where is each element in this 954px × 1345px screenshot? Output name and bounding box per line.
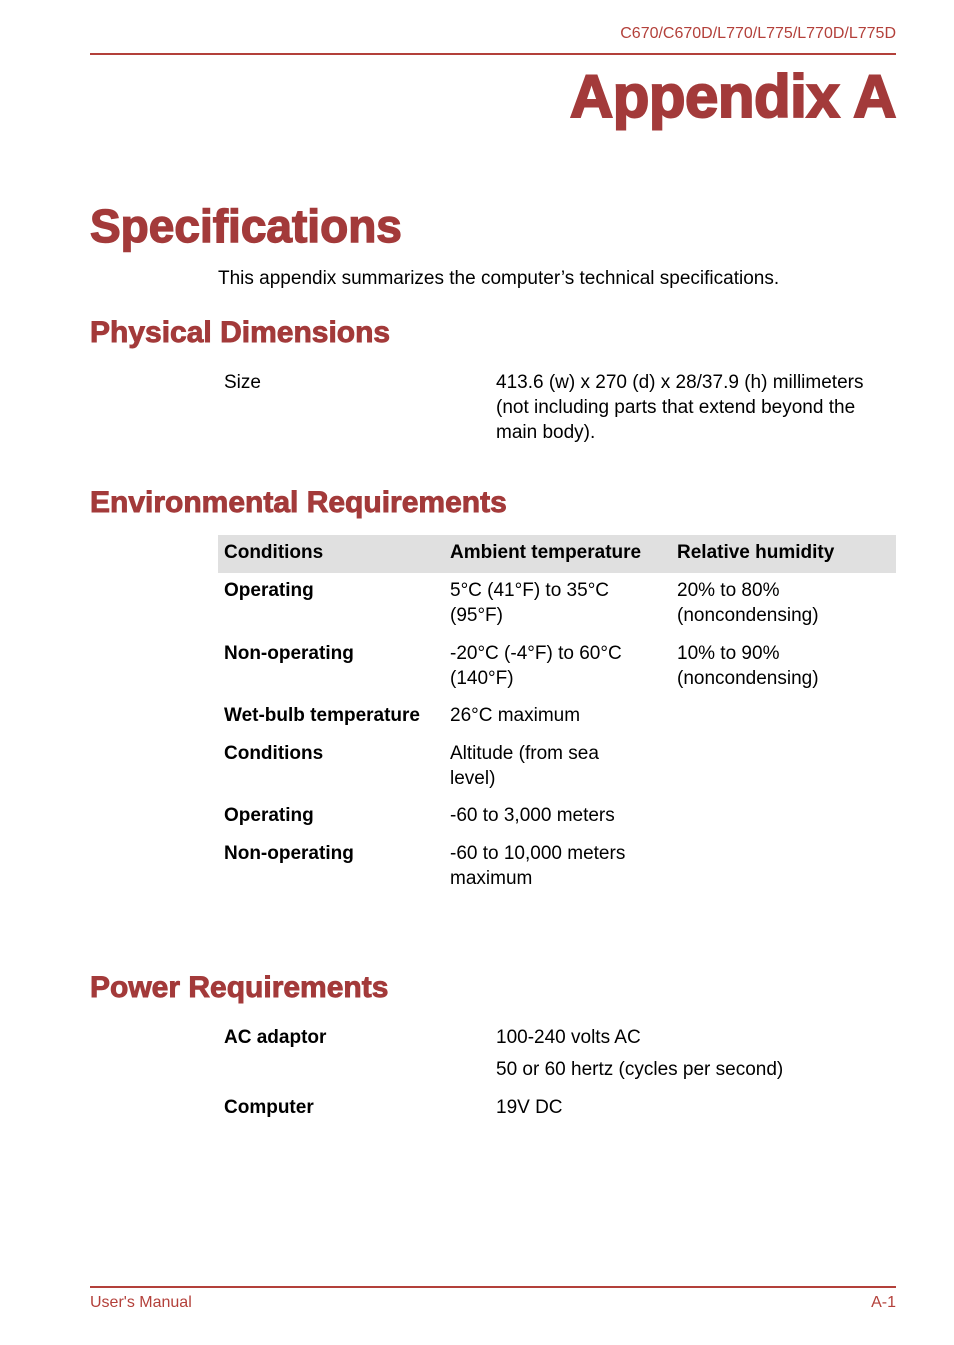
table-row-label: Operating: [224, 805, 314, 826]
size-value-line: 413.6 (w) x 270 (d) x 28/37.9 (h) millimeters: [496, 372, 864, 393]
ac-adaptor-label: AC adaptor: [224, 1027, 327, 1048]
table-row-label: Wet-bulb temperature: [224, 705, 421, 726]
physical-dimensions-heading: Physical Dimensions: [90, 316, 391, 349]
table-cell: 26°C maximum: [450, 705, 581, 726]
table-header-cell: Relative humidity: [677, 542, 835, 563]
computer-value: 19V DC: [496, 1097, 563, 1118]
table-header-cell: Conditions: [224, 542, 324, 563]
size-value-line: main body).: [496, 422, 596, 443]
cell-line: (95°F): [450, 605, 503, 626]
page-title: Specifications: [90, 200, 402, 252]
computer-label: Computer: [224, 1097, 314, 1118]
cell-line: (noncondensing): [677, 605, 819, 626]
intro-text: This appendix summarizes the computer’s technical specifications.: [218, 268, 780, 289]
table-row-label: Conditions: [224, 743, 324, 764]
power-requirements-heading: Power Requirements: [90, 971, 389, 1004]
ac-adaptor-value-hertz: 50 or 60 hertz (cycles per second): [496, 1059, 784, 1080]
footer-rule: [90, 1286, 896, 1288]
table-cell: [450, 578, 609, 628]
table-row-label: Non-operating: [224, 643, 354, 664]
ac-adaptor-value-volts: 100-240 volts AC: [496, 1027, 641, 1048]
cell-line: (noncondensing): [677, 668, 819, 689]
header-rule: [90, 53, 896, 55]
model-header: C670/C670D/L770/L775/L770D/L775D: [620, 25, 896, 42]
size-value-line: (not including parts that extend beyond the: [496, 397, 856, 418]
table-row-label: Operating: [224, 580, 314, 601]
cell-line: 5°C (41°F) to 35°C: [450, 580, 610, 601]
cell-line: (140°F): [450, 668, 514, 689]
table-header-cell: Ambient temperature: [450, 542, 642, 563]
chapter-title: Appendix A: [569, 63, 896, 130]
table-cell: [450, 741, 599, 791]
cell-line: 20% to 80%: [677, 580, 780, 601]
table-row-label: Non-operating: [224, 843, 354, 864]
size-value: [496, 370, 863, 445]
environmental-requirements-heading: Environmental Requirements: [90, 486, 507, 519]
table-cell: [677, 578, 819, 628]
cell-line: -20°C (-4°F) to 60°C: [450, 643, 622, 664]
cell-line: level): [450, 768, 496, 789]
table-cell: [677, 641, 819, 691]
footer-manual-label: User's Manual: [90, 1294, 192, 1311]
table-cell: -60 to 3,000 meters: [450, 805, 615, 826]
table-cell: [450, 841, 625, 891]
size-label: Size: [224, 372, 261, 393]
cell-line: maximum: [450, 868, 533, 889]
cell-line: Altitude (from sea: [450, 743, 599, 764]
cell-line: -60 to 10,000 meters: [450, 843, 626, 864]
cell-line: 10% to 90%: [677, 643, 780, 664]
table-cell: [450, 641, 622, 691]
page-number: A-1: [871, 1294, 896, 1311]
